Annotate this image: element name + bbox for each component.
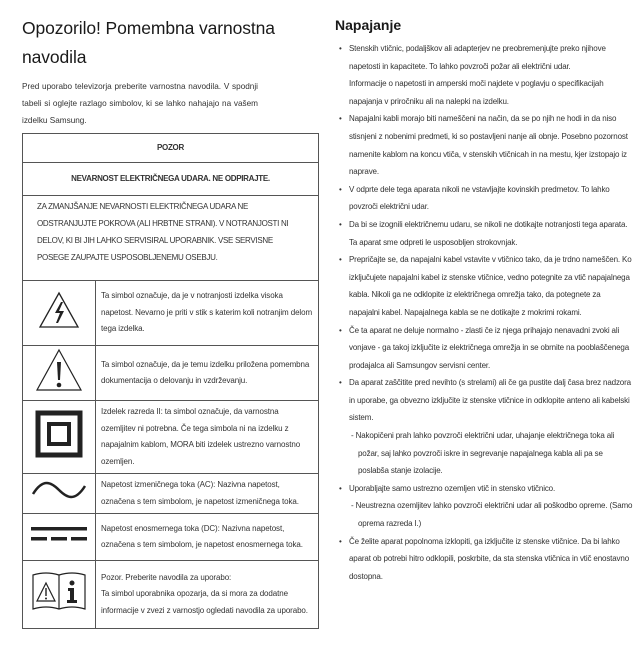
list-item-text: Če ta aparat ne deluje normalno - zlasti če iz njega prihajajo nenavadni zvoki ali vonjave - ga takoj izključite iz električnega omrežja in se obrnite na pooblaščenega prodajalca ali Samsungov servisni center. (349, 325, 630, 370)
list-item (335, 40, 633, 110)
symbol-description: Napetost enosmernega toka (DC): Nazivna napetost, označena s tem simbolom, je napetost enosmernega toka. (96, 514, 319, 561)
table-header-pozor: POZOR (23, 134, 319, 163)
table-row (23, 401, 319, 474)
intro-text: Pred uporabo televizorja preberite varnostna navodila. V spodnji tabeli si oglejte razlago simbolov, ki se lahko nahajajo na vašem izdelku Samsung. (22, 82, 258, 125)
bullet-icon: • (339, 114, 342, 124)
bullet-icon: • (339, 44, 342, 53)
manual-caution-text: Ta simbol uporabnika opozarja, da si mora za dodatne informacije v zvezi z varnostjo ogledati navodila za uporabo. (101, 589, 308, 615)
list-item-text: Da bi se izognili električnemu udaru, se nikoli ne dotikajte notranjosti tega aparata. Ta aparat sme odpreti le usposobljen strokovnjak. (349, 219, 628, 247)
table-row (23, 281, 319, 346)
warning-text: ZA ZMANJŠANJE NEVARNOSTI ELEKTRIČNEGA UDARA NE ODSTRANJUJTE POKROVA (ALI HRBTNE STRANI). V NOTRANJOSTI NI DELOV, KI BI JIH LAHKO SERVISIRAL UPORABNIK. VSE SERVISNE POSEGE ZAUPAJTE USPOSOBLJENEMU OSEBJU. (23, 196, 319, 281)
symbol-description (96, 561, 319, 629)
symbol-description: Ta simbol označuje, da je v notranjosti izdelka visoka napetost. Nevarno je priti v stik s katerim koli notranjim delom tega izdelka. (96, 281, 319, 346)
list-item (335, 251, 633, 321)
list-item-text: V odprte dele tega aparata nikoli ne vstavljajte kovinskih predmetov. To lahko povzroči električni udar. (349, 184, 610, 212)
table-row (23, 346, 319, 401)
safety-symbols-section (22, 14, 320, 629)
bullet-icon: • (339, 378, 342, 388)
table-row (23, 514, 319, 561)
table-row (23, 561, 319, 629)
power-section (335, 14, 633, 585)
list-item-text: Prepričajte se, da napajalni kabel vstavite v vtičnico tako, da je trdno nameščen. Ko izključujete napajalni kabel iz stenske vtičnice, vedno potegnite za vtič napajalnega kabla. Nikoli ga ne odklopite iz električnega omrežja tako, da potegnete za napajalni kabel. Napajalnega kabla se ne dotikajte z mokrimi rokami. (349, 255, 632, 317)
list-item (335, 181, 633, 216)
list-item-text: Informacije o napetosti in amperski moči najdete v poglavju o specifikacijah napajanja v priročniku ali na nalepki na izdelku. (349, 79, 604, 106)
bullet-icon: • (339, 325, 342, 335)
list-item-text: Uporabljajte samo ustrezno ozemljen vtič in stensko vtičnico. (349, 483, 556, 493)
symbol-description: Ta simbol označuje, da je temu izdelku priložena pomembna dokumentacija o delovanju in vzdrževanju. (96, 346, 319, 401)
symbol-description: Izdelek razreda II: ta simbol označuje, da varnostna ozemljitev ni potrebna. Če tega simbola ni na izdelku z napajalnim kablom, MORA biti izdelek ustrezno varnostno ozemljen. (96, 401, 319, 474)
symbols-table (22, 133, 319, 629)
list-item (335, 216, 633, 251)
list-item-text: Stenskih vtičnic, podaljškov ali adapterjev ne preobremenjujte preko njihove napetosti in kapacitete. To lahko povzroči požar ali električni udar. (349, 44, 606, 71)
list-item (335, 322, 633, 375)
bullet-icon: • (339, 536, 342, 546)
list-item (335, 374, 633, 480)
high-voltage-icon (37, 290, 81, 330)
page-title: Opozorilo! Pomembna varnostna navodila (22, 18, 275, 67)
table-row (23, 474, 319, 514)
symbol-description: Napetost izmeničnega toka (AC): Nazivna napetost, označena s tem simbolom, je napetost izmeničnega toka. (96, 474, 319, 514)
bullet-icon: • (339, 483, 342, 493)
list-subitem-text: - Neustrezna ozemljitev lahko povzroči električni udar ali poškodbo opreme. (Samo oprema razreda I.) (351, 501, 633, 529)
list-item (335, 533, 633, 586)
list-subitem-text: - Nakopičeni prah lahko povzroči električni udar, uhajanje električnega toka ali požar, saj lahko povzroči iskre in segrevanje napajalnega kabla ali pa se poslabša stanje izolacije. (351, 431, 615, 476)
exclamation-warning-icon (34, 348, 84, 392)
bullet-icon: • (339, 219, 342, 229)
list-item-text: Da aparat zaščitite pred nevihto (s strelami) ali če ga pustite dalj časa brez nadzora in uporabe, ga obvezno izključite iz stenske vtičnice in odklopite anteno ali kabelski sistem. (349, 378, 631, 423)
ac-voltage-icon (31, 480, 87, 500)
list-item (335, 110, 633, 180)
bullet-icon: • (339, 184, 342, 194)
manual-caution-title: Pozor. Preberite navodila za uporabo: (101, 572, 232, 582)
bullet-icon: • (339, 255, 342, 265)
section-heading: Napajanje (335, 17, 402, 33)
list-item-text: Napajalni kabli morajo biti nameščeni na način, da se po njih ne hodi in da niso stisnjeni z nobenimi predmeti, ki so postavljeni nanje ali obnje. Posebno pozornost namenite kablom na koncu vtiča, v stenskih vtičnicah in na mestu, kjer izstopajo iz naprave. (349, 114, 628, 177)
power-list (335, 40, 633, 585)
class-ii-icon (35, 410, 83, 458)
read-manual-icon (31, 569, 87, 613)
list-item-text: Če želite aparat popolnoma izklopiti, ga izključite iz stenske vtičnice. Da bi lahko aparat ob potrebi hitro odklopili, poskrbite, da sta stenska vtičnica in vtič enostavno dostopna. (349, 536, 630, 581)
dc-voltage-icon (30, 524, 88, 544)
table-subheader: NEVARNOST ELEKTRIČNEGA UDARA. NE ODPIRAJTE. (23, 163, 319, 196)
list-item (335, 480, 633, 533)
